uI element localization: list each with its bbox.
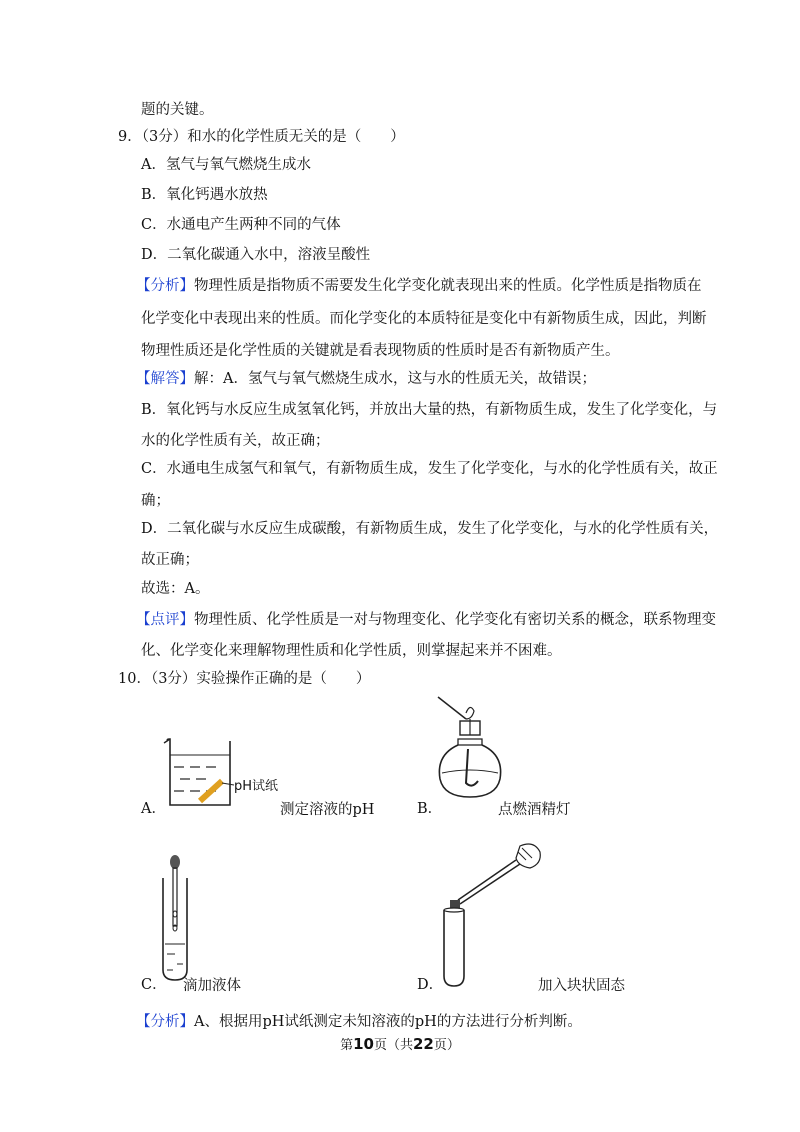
review-line-2: 化、化学变化来理解物理性质和化学性质，则掌握起来并不困难。: [141, 643, 562, 659]
option-9d: D．二氧化碳通入水中，溶液呈酸性: [141, 247, 371, 263]
analysis-tag: 【分析】: [136, 278, 194, 294]
analysis-10-line: 【分析】A、根据用pH试纸测定未知溶液的pH的方法进行分析判断。: [136, 1014, 582, 1030]
solution-line-4: C．水通电生成氢气和氧气，有新物质生成，发生了化学变化，与水的化学性质有关，故正: [141, 461, 718, 477]
solution-line-1: 【解答】解：A．氢气与氧气燃烧生成水，这与水的性质无关，故错误；: [136, 371, 596, 387]
alcohol-lamp-figure: [430, 693, 510, 803]
option-9c: C．水通电产生两种不同的气体: [141, 217, 341, 233]
solution-line-7: 故正确；: [141, 552, 199, 568]
solution-line-6: D．二氧化碳与水反应生成碳酸，有新物质生成，发生了化学变化，与水的化学性质有关，: [141, 521, 719, 537]
solution-line-3: 水的化学性质有关，故正确；: [141, 433, 330, 449]
ph-paper-label: pH试纸: [234, 779, 279, 794]
review-line-1: 【点评】物理性质、化学性质是一对与物理变化、化学变化有密切关系的概念，联系物理变: [136, 612, 716, 628]
solution-line-8: 故选：A。: [141, 581, 210, 597]
option-9b: B．氧化钙遇水放热: [141, 187, 268, 203]
page-footer: 第10页（共22页）: [340, 1035, 460, 1053]
text-line: 题的关键。: [141, 102, 214, 118]
tweezers-test-tube-figure: [432, 838, 547, 988]
option-10d-caption: 加入块状固态: [538, 978, 625, 994]
option-10c-caption: 滴加液体: [183, 978, 241, 994]
dropper-test-tube-figure: [155, 852, 195, 984]
analysis-line-3: 物理性质还是化学性质的关键就是看表现物质的性质时是否有新物质产生。: [141, 343, 620, 359]
option-9a: A．氢气与氧气燃烧生成水: [141, 157, 311, 173]
option-10b-caption: 点燃酒精灯: [498, 802, 571, 818]
analysis-10-tag: 【分析】: [136, 1014, 194, 1030]
solution-line-5: 确；: [141, 493, 170, 509]
solution-tag: 【解答】: [136, 371, 194, 387]
review-tag: 【点评】: [136, 612, 194, 628]
option-10c-label: C．: [141, 977, 167, 993]
page-total: 22: [413, 1035, 434, 1053]
option-10a-label: A．: [141, 801, 166, 817]
option-10a-caption: 测定溶液的pH: [280, 802, 375, 818]
question-10-stem: 10．（3分）实验操作正确的是（ ）: [118, 671, 371, 687]
beaker-ph-paper-figure: [160, 735, 290, 810]
option-10d-label: D．: [417, 977, 444, 993]
analysis-line-1: 【分析】物理性质是指物质不需要发生化学变化就表现出来的性质。化学性质是指物质在: [136, 278, 702, 294]
analysis-line-2: 化学变化中表现出来的性质。而化学变化的本质特征是变化中有新物质生成，因此，判断: [141, 311, 707, 327]
page-number: 10: [353, 1035, 374, 1053]
question-9-stem: 9．（3分）和水的化学性质无关的是（ ）: [118, 129, 405, 145]
option-10b-label: B．: [417, 801, 443, 817]
solution-line-2: B．氧化钙与水反应生成氢氧化钙，并放出大量的热，有新物质生成，发生了化学变化，与: [141, 402, 718, 418]
